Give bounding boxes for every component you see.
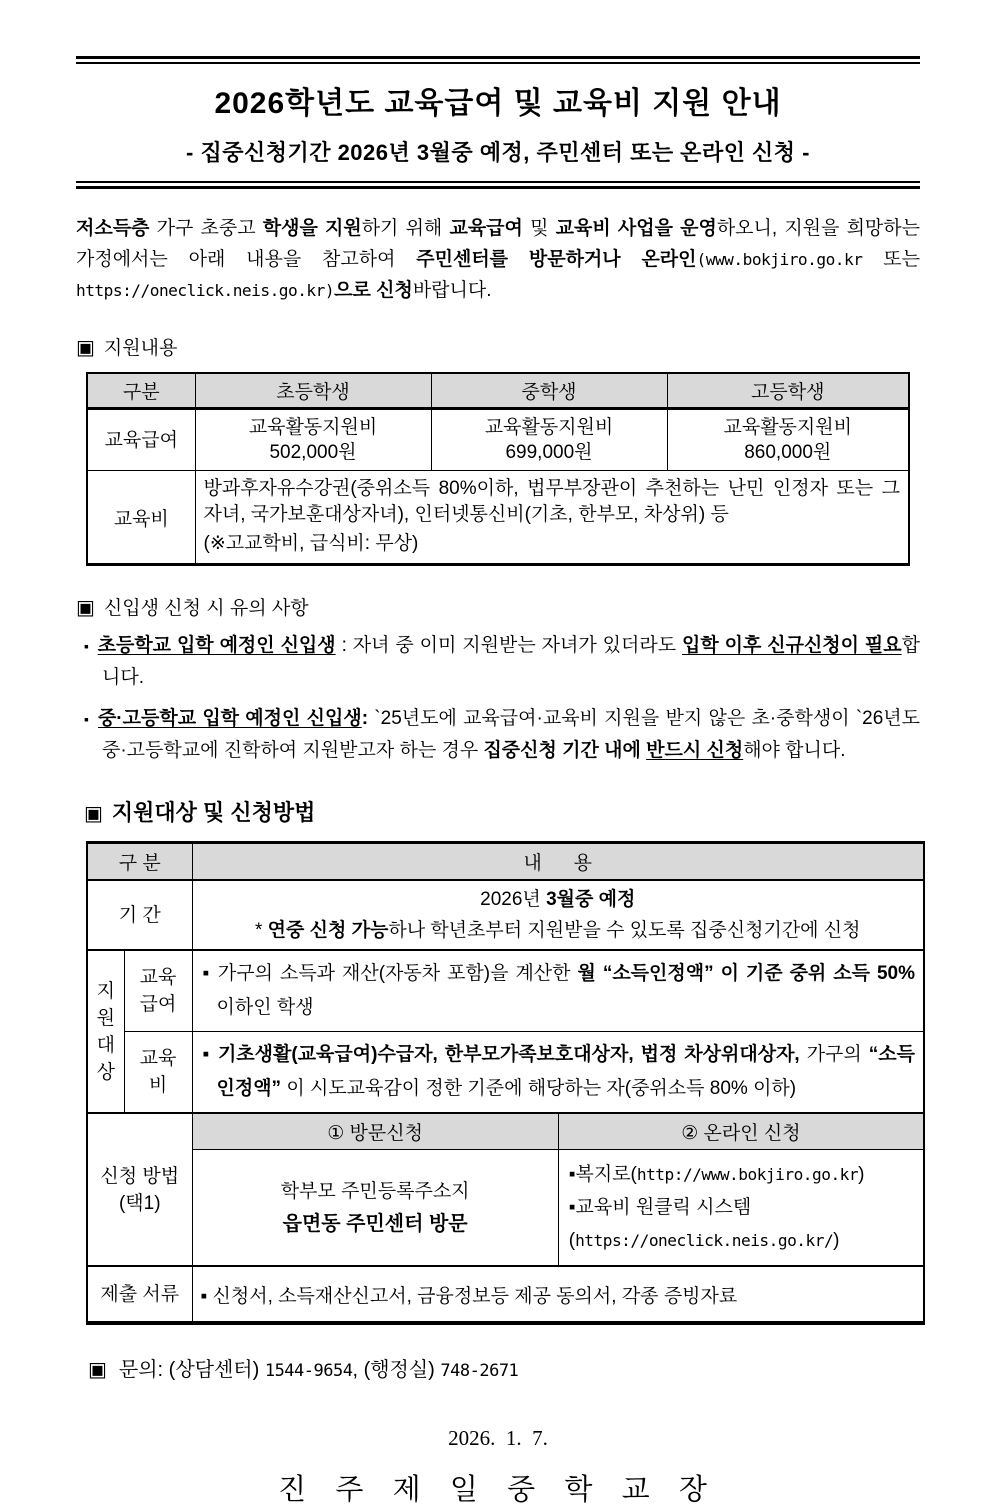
notice-item-middle-high [76,703,920,766]
row-label-education-benefit: 교육급여 [87,409,195,471]
method-label-line2: (택1) [118,1192,161,1214]
document-page [76,0,920,1508]
education-benefit-row [87,409,909,471]
documents-content: ▪ 신청서, 소득재산신고서, 금융정보등 제공 동의서, 각종 증빙자료 [192,1266,924,1323]
target-benefit-text: 가구의 소득과 재산(자동차 포함)을 계산한 월 “소득인정액” 이 기준 중위 소득 50% 이하인 학생 [216,963,915,1018]
target-benefit-row [87,950,924,1032]
col-header-content: 내 용 [192,843,924,881]
period-row [87,880,924,950]
target-benefit-content [192,950,924,1032]
contact-marker-icon: ▣ [88,1359,107,1381]
online-apply-header: ② 온라인 신청 [558,1114,923,1150]
notice-item-text: 중·고등학교 입학 예정인 신입생: `25년도에 교육급여·교육비 지원을 받지 않은 초·중학생이 `26년도 중·고등학교에 진학하여 지원받고자 하는 경우 집중신청 기간 내에 반드시 신청해야 합니다. [97,708,920,761]
method-label-line1: 신청 방법 [100,1165,180,1187]
online-line1: ▪복지로(http://www.bokjiro.go.kr) [568,1164,865,1185]
target-expense-content [192,1032,924,1114]
benefit-amount: 699,000원 [505,442,593,463]
row-label-documents: 제출 서류 [87,1266,192,1323]
benefit-amount: 502,000원 [269,442,357,463]
documents-row [87,1266,924,1323]
target-label-line2: 대상 [96,1034,115,1083]
bullet-icon: ▪ [202,1044,211,1065]
row-label-period: 기 간 [87,880,192,950]
period-line2: * 연중 신청 가능하나 학년초부터 지원받을 수 있도록 집중신청기간에 신청 [254,920,861,941]
support-table-header-row [87,373,909,409]
notice-item-text: 초등학교 입학 예정인 신입생 : 자녀 중 이미 지원받는 자녀가 있더라도 입학 이후 신규신청이 필요합니다. [97,635,920,688]
notice-item-elementary [76,630,920,693]
section-notice-label: 신입생 신청 시 유의 사항 [103,598,309,619]
issue-date: 2026. 1. 7. [448,1426,548,1450]
contact-text: 문의: (상담센터) 1544-9654, (행정실) 748-2671 [118,1359,519,1381]
apply-table-header-row [87,843,924,881]
benefit-name: 교육활동지원비 [248,417,378,438]
visit-apply-header: ① 방문신청 [193,1114,558,1150]
benefit-name: 교육활동지원비 [723,417,852,438]
row-label-method [87,1113,192,1266]
target-expense-label-line2: 비 [148,1075,168,1096]
section-apply-heading [84,796,920,827]
col-header-high: 고등학생 [667,373,909,409]
bullet-icon: ▪ [84,711,90,727]
benefit-elementary-cell [195,409,431,471]
col-header-elementary: 초등학생 [195,373,431,409]
section-support-label: 지원내용 [103,338,178,359]
method-row [87,1113,924,1266]
expense-detail-line1: 방과후자유수강권(중위소득 80%이하, 법무부장관이 추천하는 난민 인정자 또는 그 자녀, 국가보훈대상자녀), 인터넷통신비(기초, 한부모, 차상위) 등 [203,477,900,525]
benefit-name: 교육활동지원비 [484,417,614,438]
target-benefit-label-line1: 교육 [139,967,177,988]
education-expense-row [87,471,909,565]
page-title: 2026학년도 교육급여 및 교육비 지원 안내 [214,87,782,120]
online-line2: ▪교육비 원클릭 시스템 [568,1197,752,1218]
target-expense-label-line1: 교육 [139,1048,177,1069]
visit-apply-cell [193,1150,558,1265]
online-apply-cell [558,1150,923,1265]
row-label-target-benefit [124,950,192,1032]
col-header-middle: 중학생 [431,373,667,409]
intro-paragraph: 저소득층 가구 초중고 학생을 지원하기 위해 교육급여 및 교육비 사업을 운영하오니, 지원을 희망하는 가정에서는 아래 내용을 참고하여 주민센터를 방문하거나 온라인(www.bokjiro.go.kr 또는 https://oneclick.neis.go.kr)으로 신청바랍니다. [76,218,920,301]
benefit-amount: 860,000원 [744,442,832,463]
target-expense-row [87,1032,924,1114]
expense-detail-line2: (※고교학비, 급식비: 무상) [203,532,419,554]
row-label-target-expense [124,1032,192,1114]
target-benefit-label-line2: 급여 [139,994,177,1015]
expense-detail-cell [195,471,909,565]
title-bottom-rule [76,181,920,189]
section-support-heading [76,333,920,360]
row-label-target [87,950,124,1113]
method-content-cell [192,1113,924,1266]
section-apply-label: 지원대상 및 신청방법 [111,800,316,825]
visit-line2: 읍면동 주민센터 방문 [282,1212,468,1235]
col-header-category: 구 분 [87,843,192,881]
contact-line [88,1353,920,1382]
col-header-category: 구분 [87,373,195,409]
title-block [76,64,920,181]
benefit-high-cell [667,409,909,471]
support-content-table [86,372,910,566]
apply-method-table [86,841,925,1325]
title-top-rule [76,56,920,64]
period-content-cell [192,880,924,950]
section-marker-icon: ▣ [84,803,103,825]
method-grid [193,1114,924,1265]
target-expense-text: 기초생활(교육급여)수급자, 한부모가족보호대상자, 법정 차상위대상자, 가구의 “소득인정액” 이 시도교육감이 정한 기준에 해당하는 자(중위소득 80% 이하) [216,1044,915,1099]
section-notice-heading [76,593,920,620]
row-label-education-expense: 교육비 [87,471,195,565]
bullet-icon: ▪ [84,638,90,654]
visit-line1: 학부모 주민등록주소지 [280,1180,470,1202]
section-marker-icon: ▣ [76,597,95,619]
signature-principal: 진 주 제 일 중 학 교 장 [278,1474,718,1506]
page-subtitle: - 집중신청기간 2026년 3월중 예정, 주민센터 또는 온라인 신청 - [186,140,810,165]
benefit-middle-cell [431,409,667,471]
newcomer-notice-list [76,630,920,766]
period-line1: 2026년 3월중 예정 [480,889,636,910]
online-line3: (https://oneclick.neis.go.kr/) [568,1230,840,1251]
target-label-line1: 지원 [96,980,115,1029]
bullet-icon: ▪ [202,963,211,984]
section-marker-icon: ▣ [76,337,95,359]
